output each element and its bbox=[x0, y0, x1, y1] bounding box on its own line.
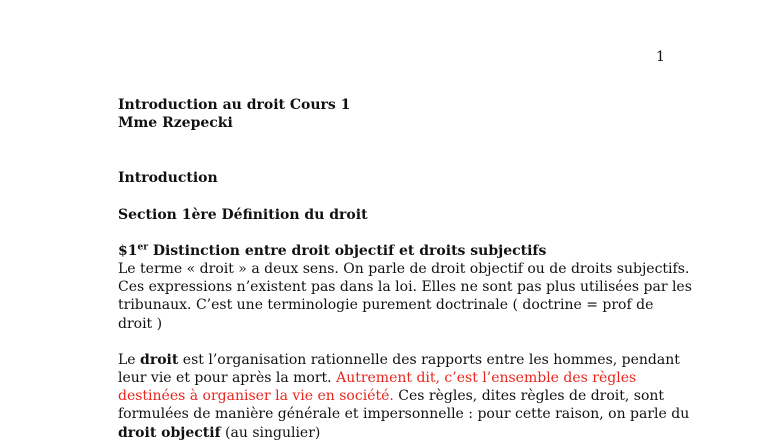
heading-introduction: Introduction bbox=[118, 170, 218, 187]
para1-line: Ces expressions n’existent pas dans la loi. Elles ne sont pas plus utilisées par les bbox=[118, 279, 692, 296]
para2-line: formulées de manière générale et impersonnelle : pour cette raison, on parle du bbox=[118, 406, 690, 423]
subsection-sup: er bbox=[137, 242, 148, 253]
section-title: Section 1ère Définition du droit bbox=[118, 206, 368, 223]
para2-term-droit-objectif: droit objectif bbox=[118, 424, 221, 441]
para2-line bbox=[118, 387, 663, 405]
subsection-prefix: $1 bbox=[118, 242, 138, 259]
para2-line bbox=[118, 369, 663, 387]
course-title: Introduction au droit Cours 1 bbox=[118, 97, 351, 113]
para2-text: est l’organisation rationnelle des rapports entre les hommes, pendant bbox=[178, 351, 680, 368]
para2-text: Le bbox=[118, 351, 141, 368]
para2-highlight: destinées à organiser la vie en société. bbox=[118, 388, 394, 405]
page-number: 1 bbox=[656, 49, 665, 65]
para2-line bbox=[118, 351, 680, 369]
document-body bbox=[118, 96, 692, 441]
subsection-text: Distinction entre droit objectif et droits subjectifs bbox=[147, 242, 547, 259]
para2-highlight: Autrement dit, c’est l’ensemble des règles bbox=[336, 370, 637, 387]
para1-line: droit ) bbox=[118, 315, 163, 332]
para1-line: tribunaux. C’est une terminologie purement doctrinale ( doctrine = prof de bbox=[118, 297, 654, 314]
subsection-title bbox=[118, 242, 663, 260]
course-author: Mme Rzepecki bbox=[118, 115, 233, 132]
para2-text: (au singulier) bbox=[220, 424, 321, 441]
para2-text: Ces règles, dites règles de droit, sont bbox=[393, 388, 665, 405]
para1-line: Le terme « droit » a deux sens. On parle de droit objectif ou de droits subjectifs. bbox=[118, 261, 690, 278]
para2-text: leur vie et pour après la mort. bbox=[118, 370, 337, 387]
para2-term-droit: droit bbox=[140, 351, 179, 368]
para2-line bbox=[118, 424, 663, 441]
